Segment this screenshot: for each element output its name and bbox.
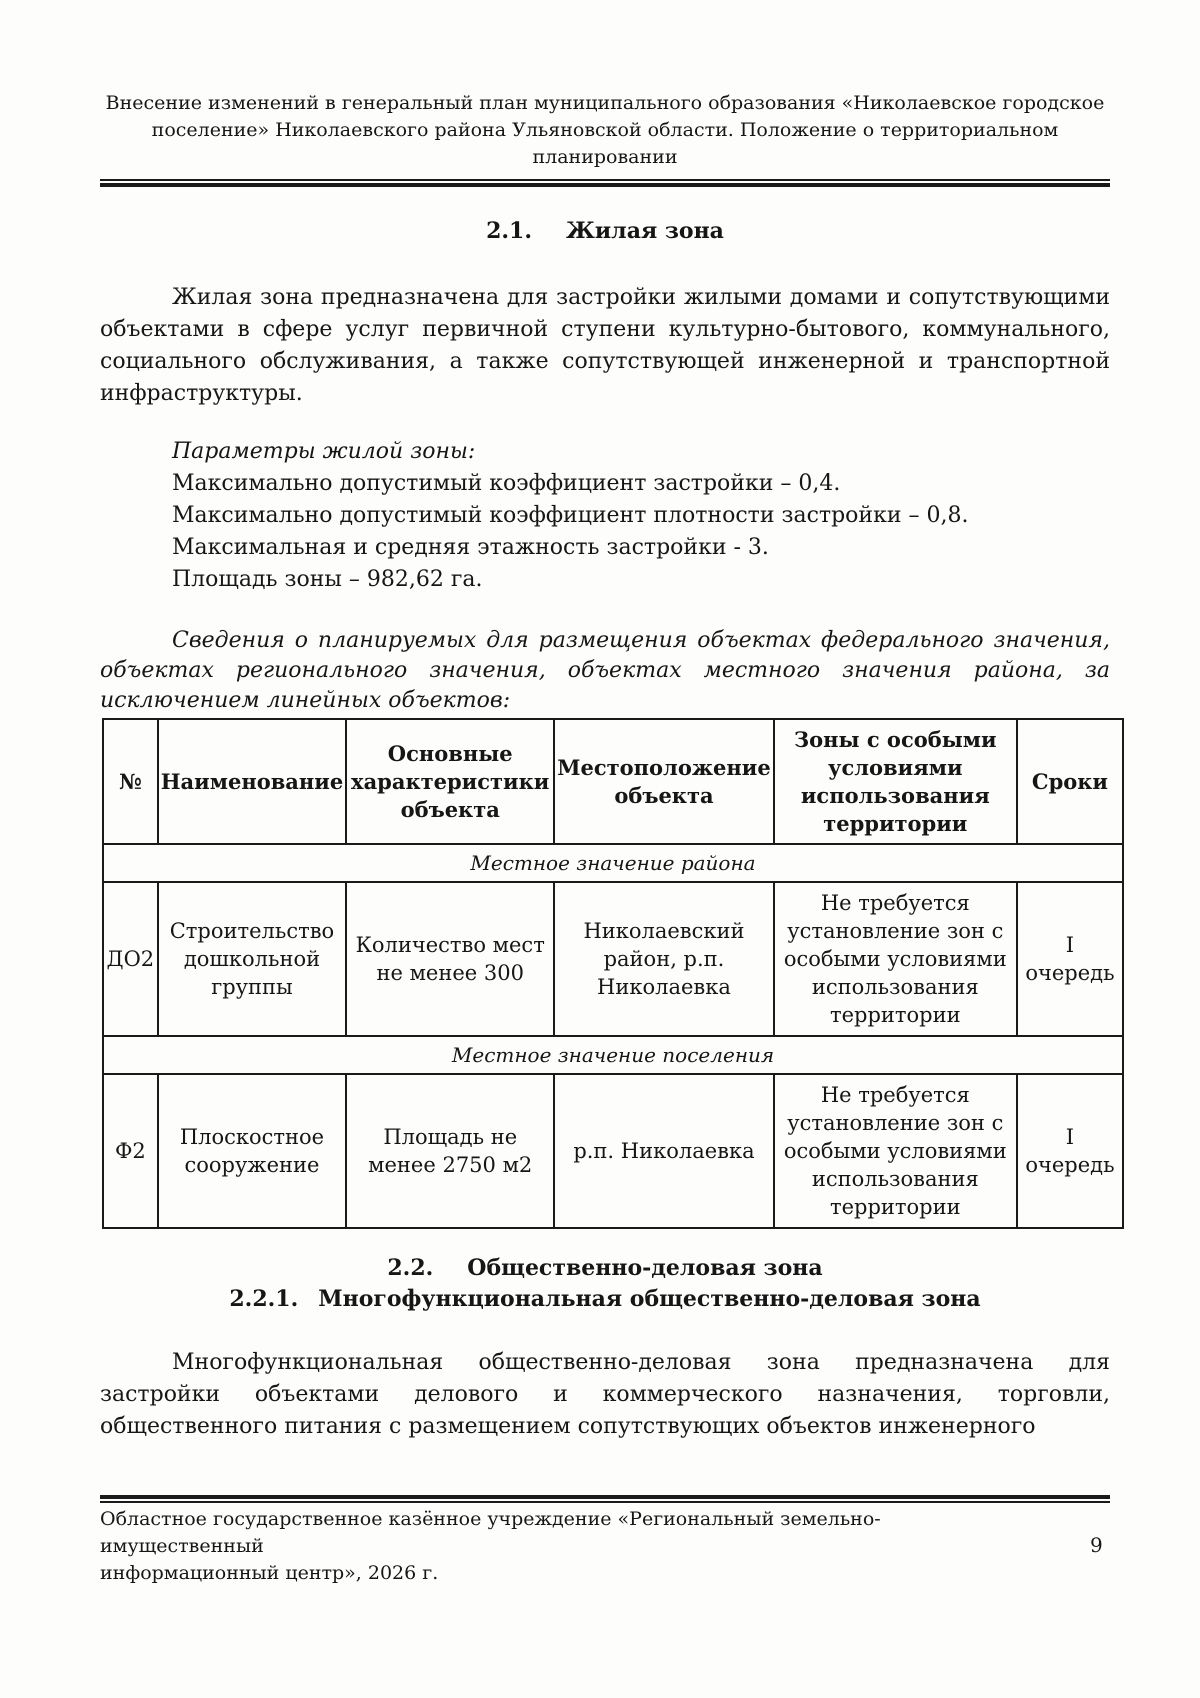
section-2-2-number: 2.2. — [387, 1255, 434, 1281]
cell-zones: Не требуется установление зон с особыми условиями использования территории — [774, 882, 1017, 1036]
parameters-title: Параметры жилой зоны: — [172, 439, 476, 464]
section-2-2-heading — [100, 1255, 1110, 1281]
page-number: 9 — [1090, 1533, 1103, 1557]
header-line-3: планировании — [532, 146, 678, 168]
section-2-2-title: Общественно-деловая зона — [467, 1255, 823, 1281]
header-cell-zones: Зоны с особыми условиями использования территории — [774, 719, 1017, 844]
cell-characteristics: Площадь не менее 2750 м2 — [346, 1074, 554, 1228]
section-2-1-number: 2.1. — [486, 218, 532, 244]
page-footer — [100, 1506, 1000, 1587]
business-zone-paragraph: Многофункциональная общественно-деловая зона предназначена для застройки объектами делового и коммерческого назначения, торговли, общественного питания с размещением сопутствующих объектов инженерного — [100, 1350, 1110, 1439]
cell-characteristics: Количество мест не менее 300 — [346, 882, 554, 1036]
header-divider — [100, 179, 1110, 187]
parameter-item: Максимально допустимый коэффициент плотности застройки – 0,8. — [172, 503, 969, 528]
section-label-district: Местное значение района — [103, 844, 1123, 882]
residential-zone-parameters — [172, 436, 1112, 596]
table-header-row — [103, 719, 1123, 844]
cell-term: I очередь — [1017, 1074, 1123, 1228]
page-header — [100, 90, 1110, 171]
section-2-1-title: Жилая зона — [566, 218, 724, 244]
header-line-2: поселение» Николаевского района Ульяновской области. Положение о территориальном — [151, 119, 1059, 141]
section-2-2-1-title: Многофункциональная общественно-деловая зона — [318, 1286, 981, 1312]
footer-divider — [100, 1495, 1110, 1503]
cell-name: Строительство дошкольной группы — [158, 882, 347, 1036]
cell-term: I очередь — [1017, 882, 1123, 1036]
footer-line-1: Областное государственное казённое учреждение «Региональный земельно-имущественный — [100, 1508, 881, 1557]
cell-number: Ф2 — [103, 1074, 158, 1228]
header-cell-number: № — [103, 719, 158, 844]
parameter-item: Площадь зоны – 982,62 га. — [172, 567, 483, 592]
header-cell-characteristics: Основные характеристики объекта — [346, 719, 554, 844]
planned-objects-table — [102, 718, 1124, 1229]
section-2-1-heading — [100, 218, 1110, 244]
section-label-settlement: Местное значение поселения — [103, 1036, 1123, 1074]
parameter-item: Максимальная и средняя этажность застройки - 3. — [172, 535, 769, 560]
section-2-2-1-heading — [100, 1286, 1110, 1312]
footer-line-2: информационный центр», 2026 г. — [100, 1562, 439, 1584]
cell-zones: Не требуется установление зон с особыми условиями использования территории — [774, 1074, 1017, 1228]
header-cell-term: Сроки — [1017, 719, 1123, 844]
header-cell-name: Наименование — [158, 719, 347, 844]
table-section-row — [103, 1036, 1123, 1074]
section-2-2-1-number: 2.2.1. — [229, 1286, 299, 1312]
cell-location: р.п. Николаевка — [554, 1074, 773, 1228]
table-row — [103, 882, 1123, 1036]
residential-zone-paragraph: Жилая зона предназначена для застройки жилыми домами и сопутствующими объектами в сфере услуг первичной ступени культурно-бытового, коммунального, социального обслуживания, а также сопутствующей инженерной и транспортной инфраструктуры. — [100, 285, 1110, 406]
header-cell-location: Местоположение объекта — [554, 719, 773, 844]
cell-number: ДО2 — [103, 882, 158, 1036]
header-line-1: Внесение изменений в генеральный план муниципального образования «Николаевское городское — [105, 92, 1105, 114]
table-intro-text: Сведения о планируемых для размещения объектах федерального значения, объектах регионального значения, объектах местного значения района, за исключением линейных объектов: — [100, 628, 1110, 713]
table-row — [103, 1074, 1123, 1228]
cell-name: Плоскостное сооружение — [158, 1074, 347, 1228]
parameter-item: Максимально допустимый коэффициент застройки – 0,4. — [172, 471, 841, 496]
cell-location: Николаевский район, р.п. Николаевка — [554, 882, 773, 1036]
table-section-row — [103, 844, 1123, 882]
